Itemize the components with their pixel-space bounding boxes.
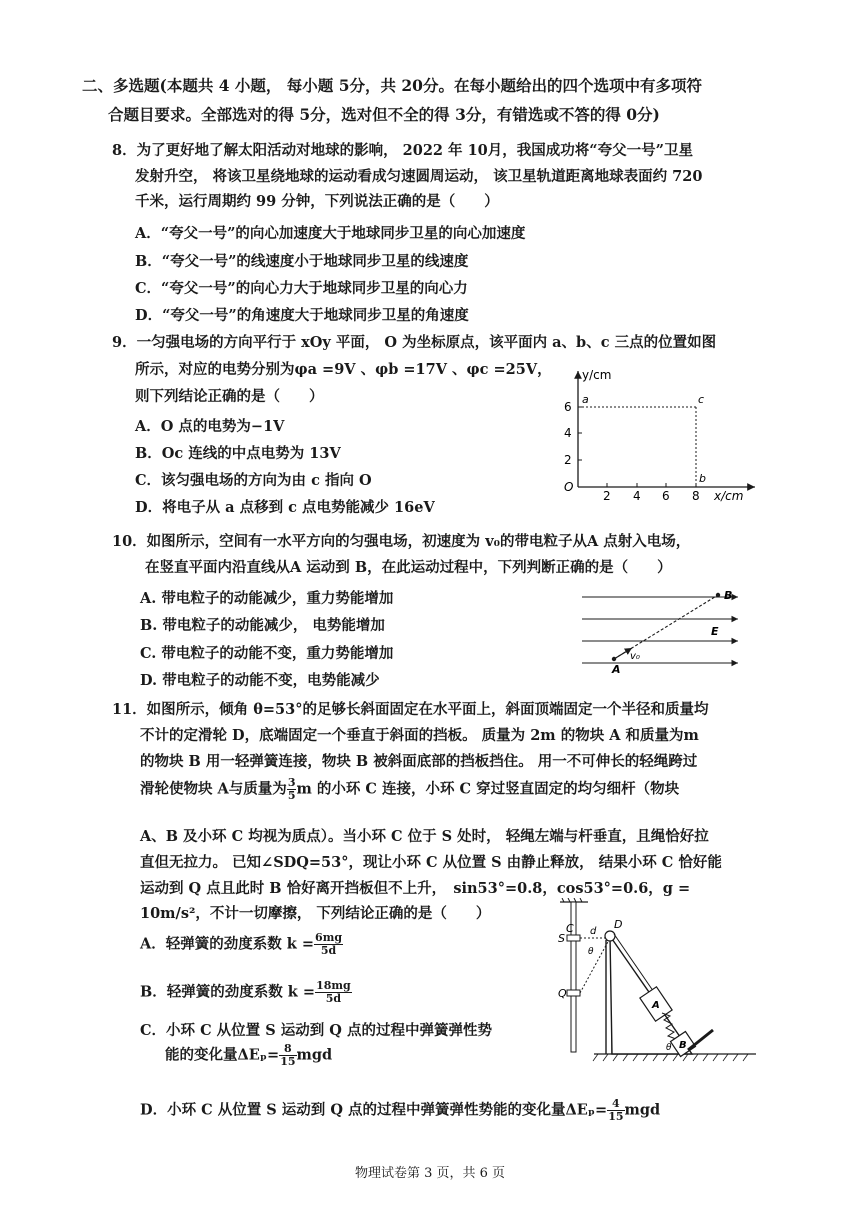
section-header-line2: 合题目要求。全部选对的得 5分，选对但不全的得 3分，有错选或不答的得 0分) [108,105,660,124]
field-e-label: E [711,625,719,638]
origin-label: O [564,480,574,494]
q11-stem-line1: 11．如图所示，倾角 θ=53°的足够长斜面固定在水平面上，斜面顶端固定一个半径和质量均 [112,701,709,718]
q11-stem-line2: 不计的定滑轮 D，底端固定一个垂直于斜面的挡板。 质量为 2m 的物块 A 和质量为m [140,727,699,744]
section-header-line1: 二、多选题(本题共 4 小题， 每小题 5分，共 20分。在每小题给出的四个选项中有多项符 [82,76,702,95]
q8-option-b: B．“夸父一号”的线速度小于地球同步卫星的线速度 [135,253,469,270]
point-b-label: B [724,589,733,602]
q11-option-b: B．轻弹簧的劲度系数 k = $\frac{18mg}{5d}$ [140,979,351,1005]
fraction-three-fifths: $\frac{3}{5}$ [287,776,296,802]
q11-stem-line3: 的物块 B 用一轻弹簧连接，物块 B 被斜面底部的挡板挡住。 用一不可伸长的轻绳跨过 [140,753,698,770]
q11-stem-line4: 滑轮使物块 A与质量为 $\frac{3}{5}$ m 的小环 C 连接，小环 C 穿过竖直固定的均匀细杆（物块 [140,776,680,802]
q10-option-d: D. 带电粒子的动能不变，电势能减少 [140,672,380,689]
q9-option-a: A．O 点的电势为−1V [135,418,285,435]
q9-option-b: B．Oc 连线的中点电势为 13V [135,445,341,462]
q9-option-c: C．该匀强电场的方向为由 c 指向 O [135,472,372,489]
point-a-label: A [612,663,621,676]
q8-stem-line3: 千米，运行周期约 99 分钟，下列说法正确的是（ ） [135,193,499,210]
label-d-pulley: D [614,918,623,931]
label-a: A [652,1000,660,1011]
q11-stem-line8: 10m/s²，不计一切摩擦， 下列结论正确的是（ ） [140,905,491,922]
label-b: B [679,1040,687,1051]
q9-stem-line2: 所示，对应的电势分别为φa =9V 、φb =17V 、φc =25V， [135,361,552,378]
q9-stem-line3: 则下列结论正确的是（ ） [135,388,324,405]
ring-at-q [567,990,580,996]
x-tick-4: 4 [633,489,641,503]
label-s: S [558,932,565,945]
q10-option-a: A. 带电粒子的动能减少，重力势能增加 [140,590,394,607]
q11-option-c-line1: C．小环 C 从位置 S 运动到 Q 点的过程中弹簧弹性势 [140,1022,492,1039]
q11-option-a: A．轻弹簧的劲度系数 k = $\frac{6mg}{5d}$ [140,931,343,957]
q11-option-d: D．小环 C 从位置 S 运动到 Q 点的过程中弹簧弹性势能的变化量ΔEₚ= $\frac{4}{15}$ mgd [140,1097,661,1123]
q8-option-d: D．“夸父一号”的角速度大于地球同步卫星的角速度 [135,307,469,324]
q9-stem-line1: 9．一匀强电场的方向平行于 xOy 平面， O 为坐标原点，该平面内 a、b、c 三点的位置如图 [112,334,717,351]
page-footer: 物理试卷第 3 页，共 6 页 [354,1166,506,1181]
label-theta-top: θ [588,947,594,957]
ring-c-at-s [567,935,580,941]
x-axis-label: x/cm [714,489,744,503]
q11-stem-line7: 运动到 Q 点且此时 B 恰好离开挡板但不上升， sin53°=0.8，cos53°=0.6，g = [140,880,691,897]
q11-incline-figure [538,898,758,1070]
q11-stem-line6: 直但无拉力。 已知∠SDQ=53°，现让小环 C 从位置 S 由静止释放， 结果小环 C 恰好能 [140,854,722,871]
q8-option-a: A．“夸父一号”的向心加速度大于地球同步卫星的向心加速度 [135,225,526,242]
q9-option-d: D．将电子从 a 点移到 c 点电势能减少 16eV [135,499,435,516]
q11-option-c-line2: 能的变化量ΔEₚ= $\frac{8}{15}$ mgd [165,1042,333,1068]
v0-label: v₀ [630,651,640,662]
x-tick-6: 6 [662,489,670,503]
label-q: Q [558,987,567,1000]
q8-stem-line1: 8．为了更好地了解太阳活动对地球的影响， 2022 年 10月，我国成功将“夸父一号”卫星 [112,142,693,159]
y-tick-6: 6 [564,400,572,414]
q11-stem-line5: A、B 及小环 C 均视为质点）。当小环 C 位于 S 处时， 轻绳左端与杆垂直，且绳恰好拉 [140,828,709,845]
x-tick-2: 2 [603,489,611,503]
q8-option-c: C．“夸父一号”的向心力大于地球同步卫星的向心力 [135,280,468,297]
q10-option-b: B. 带电粒子的动能减少， 电势能增加 [140,617,385,634]
y-axis-label: y/cm [582,368,612,382]
q10-stem-line1: 10．如图所示，空间有一水平方向的匀强电场，初速度为 v₀的带电粒子从A 点射入电场， [112,533,691,550]
q10-field-figure [580,585,750,680]
point-a-label: a [582,393,589,406]
y-tick-2: 2 [564,453,572,467]
q8-stem-line2: 发射升空， 将该卫星绕地球的运动看成匀速圆周运动， 该卫星轨道距离地球表面约 720 [135,168,703,185]
point-c-label: c [698,393,705,406]
q10-stem-line2: 在竖直平面内沿直线从A 运动到 B，在此运动过程中，下列判断正确的是（ ） [145,559,672,576]
q10-option-c: C. 带电粒子的动能不变，重力势能增加 [140,645,394,662]
point-b-label: b [699,472,706,485]
point-b [716,593,720,597]
x-tick-8: 8 [692,489,700,503]
q9-coordinate-figure [560,365,760,505]
y-tick-4: 4 [564,426,572,440]
label-c: C [566,922,574,935]
label-d-small: d [590,926,597,937]
point-a [612,657,616,661]
pulley-d [605,931,615,941]
label-theta-bottom: θ [666,1043,672,1053]
